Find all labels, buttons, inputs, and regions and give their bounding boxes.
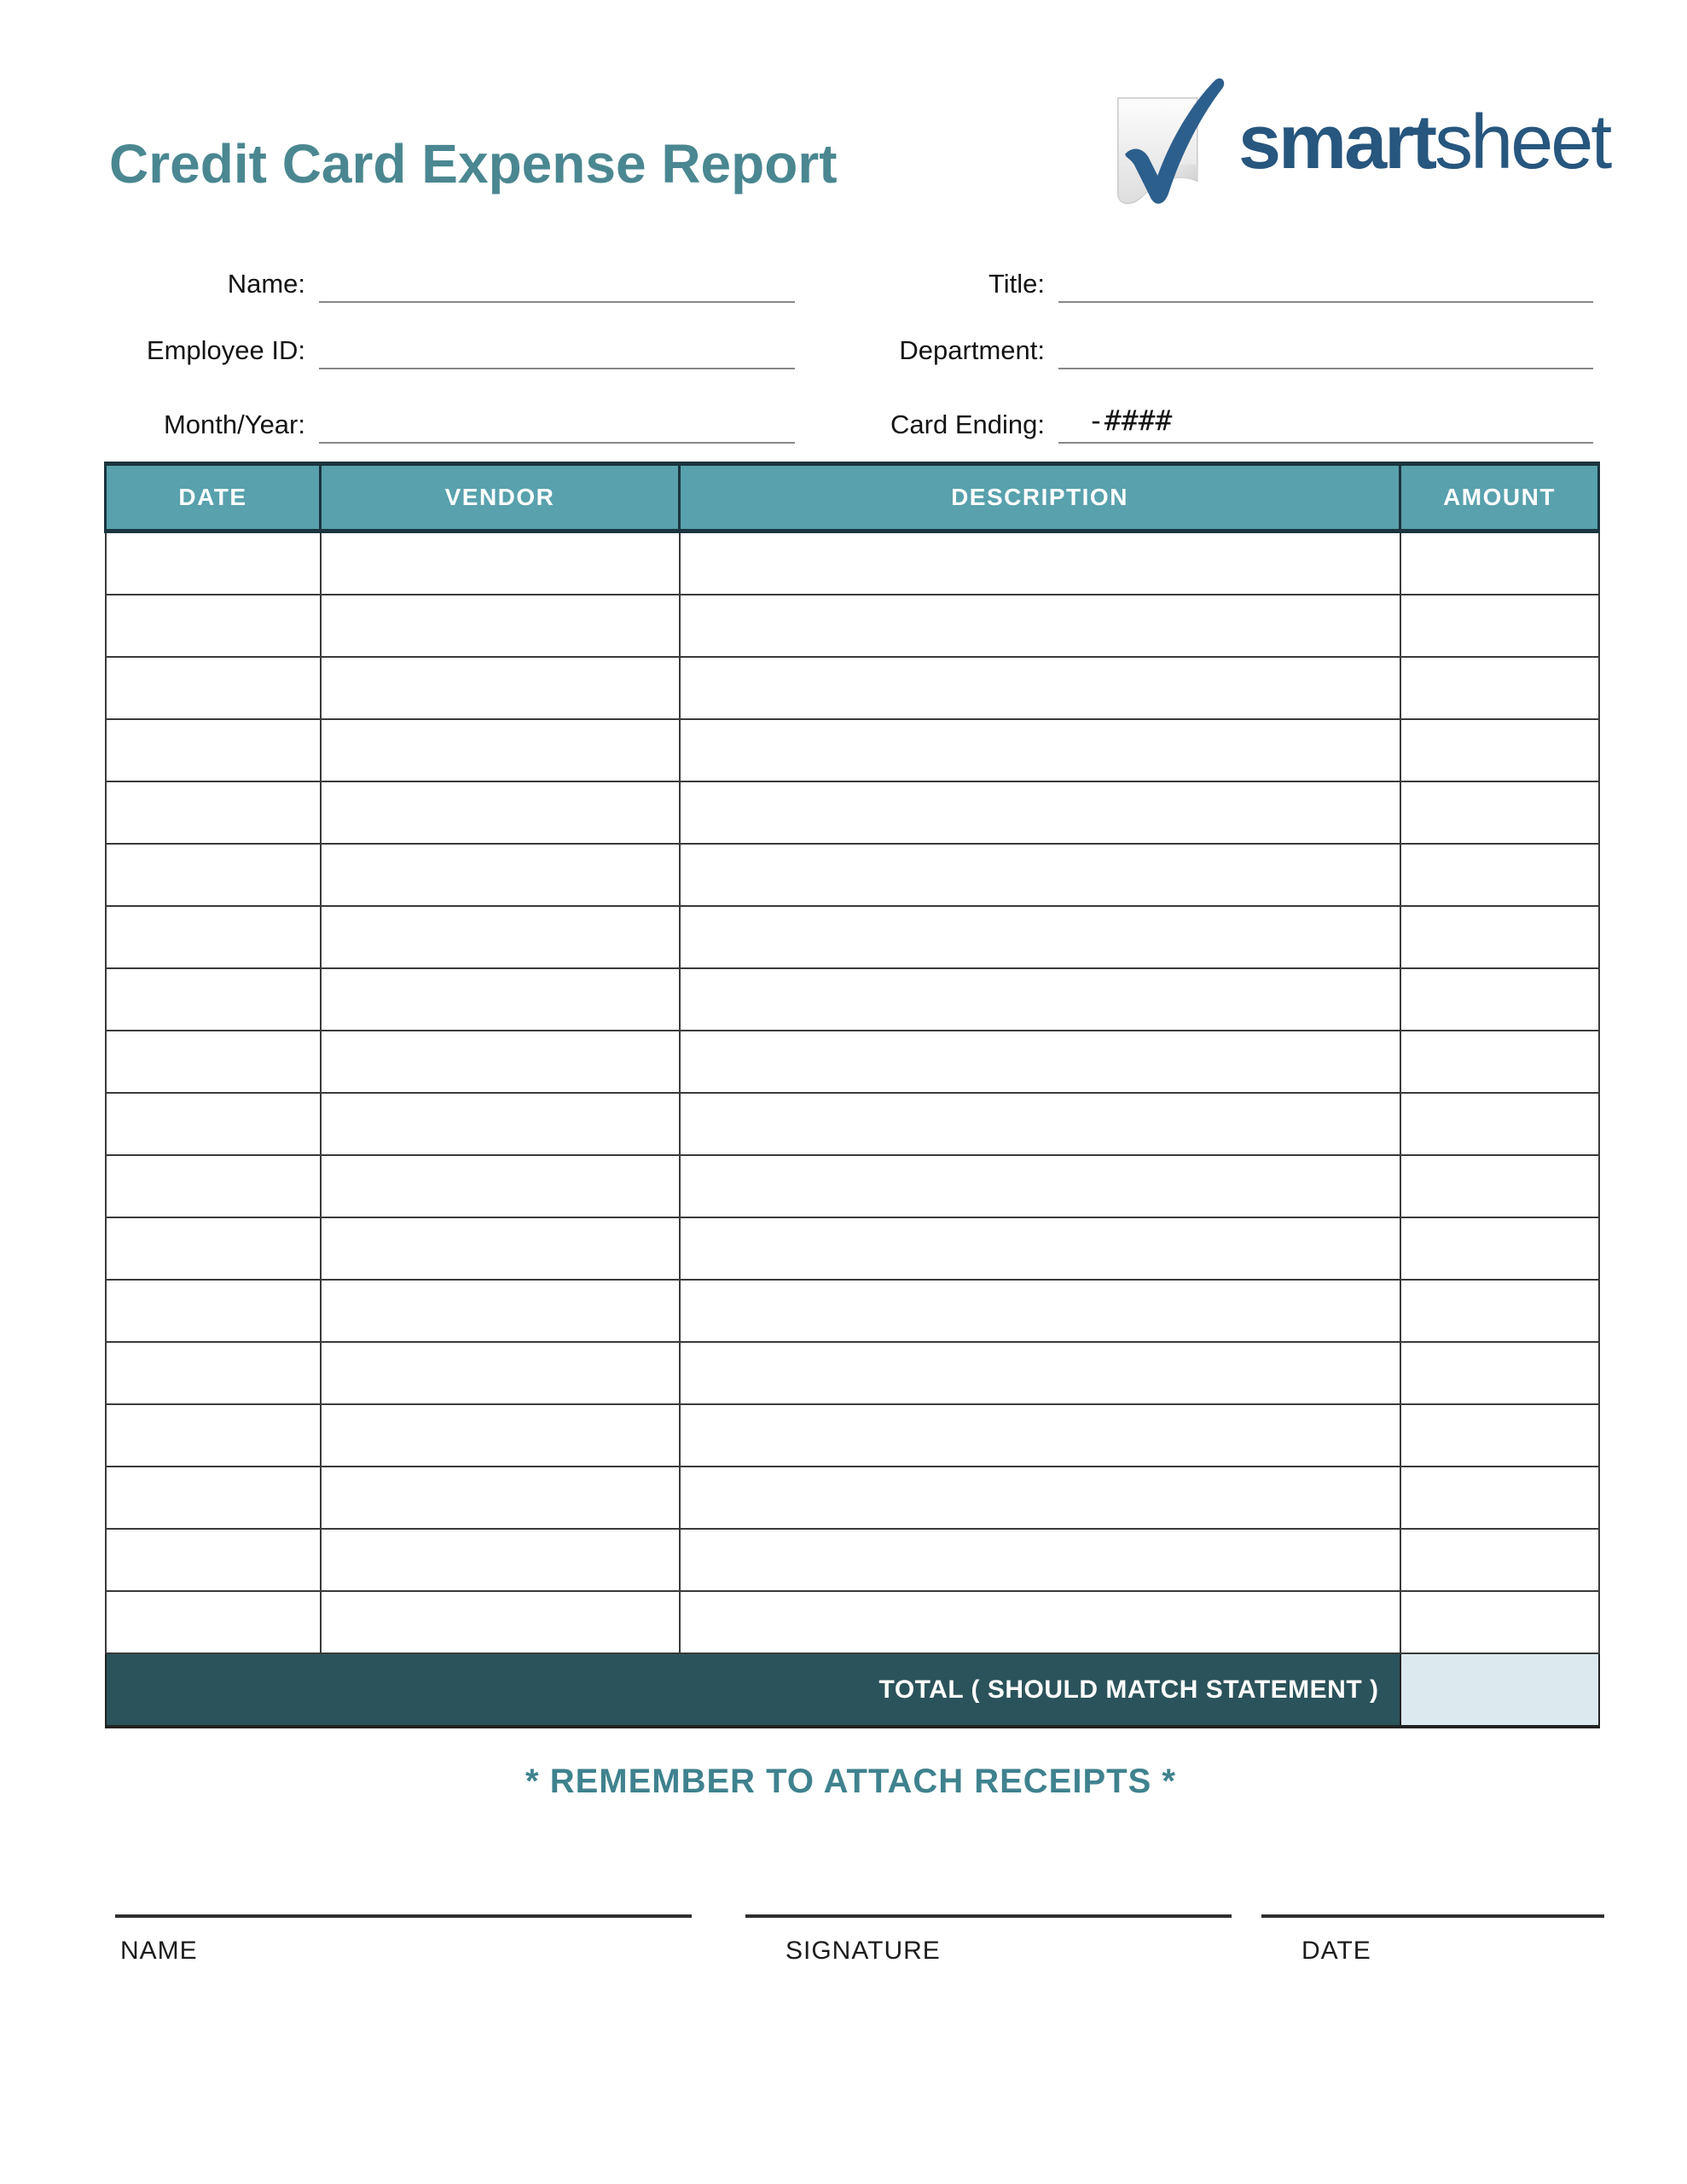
table-cell-vendor[interactable] <box>321 1155 680 1217</box>
table-cell-vendor[interactable] <box>321 1280 680 1342</box>
table-cell-date[interactable] <box>106 781 321 844</box>
table-cell-vendor[interactable] <box>321 1217 680 1280</box>
month-year-label: Month/Year: <box>163 410 305 439</box>
table-row <box>106 906 1599 968</box>
table-cell-description[interactable] <box>680 1155 1400 1217</box>
table-cell-description[interactable] <box>680 531 1400 595</box>
table-cell-date[interactable] <box>106 531 321 595</box>
smartsheet-logo <box>1105 73 1609 220</box>
employee-id-input[interactable] <box>319 318 795 369</box>
table-cell-vendor[interactable] <box>321 531 680 595</box>
title-label: Title: <box>988 269 1045 299</box>
table-cell-date[interactable] <box>106 906 321 968</box>
table-row <box>106 844 1599 906</box>
table-cell-vendor[interactable] <box>321 657 680 719</box>
signature-date-label: DATE <box>1301 1937 1371 1965</box>
table-row <box>106 1342 1599 1404</box>
signature-signature-line[interactable] <box>745 1914 1232 1966</box>
table-cell-date[interactable] <box>106 1093 321 1155</box>
table-cell-date[interactable] <box>106 1155 321 1217</box>
table-cell-description[interactable] <box>680 1591 1400 1653</box>
field-employee-id <box>85 318 795 369</box>
table-cell-amount[interactable] <box>1400 1031 1599 1093</box>
table-cell-vendor[interactable] <box>321 1591 680 1653</box>
table-cell-date[interactable] <box>106 1467 321 1529</box>
table-cell-description[interactable] <box>680 1342 1400 1404</box>
table-cell-amount[interactable] <box>1400 844 1599 906</box>
table-row <box>106 719 1599 781</box>
attach-receipts-note: * REMEMBER TO ATTACH RECEIPTS * <box>525 1763 1176 1800</box>
employee-id-label: Employee ID: <box>146 335 305 365</box>
table-cell-date[interactable] <box>106 719 321 781</box>
table-cell-vendor[interactable] <box>321 1529 680 1591</box>
name-label: Name: <box>227 269 305 299</box>
table-cell-description[interactable] <box>680 1031 1400 1093</box>
table-row <box>106 1031 1599 1093</box>
page-title: Credit Card Expense Report <box>109 133 838 195</box>
table-cell-description[interactable] <box>680 906 1400 968</box>
table-cell-vendor[interactable] <box>321 1342 680 1404</box>
field-title <box>820 252 1593 303</box>
table-cell-date[interactable] <box>106 968 321 1031</box>
table-cell-description[interactable] <box>680 1467 1400 1529</box>
table-cell-vendor[interactable] <box>321 1404 680 1467</box>
table-cell-description[interactable] <box>680 1529 1400 1591</box>
table-cell-amount[interactable] <box>1400 906 1599 968</box>
table-row <box>106 1155 1599 1217</box>
table-cell-description[interactable] <box>680 781 1400 844</box>
table-cell-amount[interactable] <box>1400 1093 1599 1155</box>
table-cell-date[interactable] <box>106 1031 321 1093</box>
table-cell-amount[interactable] <box>1400 531 1599 595</box>
table-cell-amount[interactable] <box>1400 719 1599 781</box>
field-name <box>85 252 795 303</box>
table-cell-amount[interactable] <box>1400 595 1599 657</box>
month-year-input[interactable] <box>319 392 795 444</box>
table-row <box>106 1280 1599 1342</box>
table-cell-description[interactable] <box>680 657 1400 719</box>
table-cell-vendor[interactable] <box>321 1031 680 1093</box>
total-row <box>106 1653 1599 1727</box>
table-row <box>106 1591 1599 1653</box>
expense-table <box>104 462 1600 1728</box>
department-input[interactable] <box>1058 318 1593 369</box>
table-cell-description[interactable] <box>680 1404 1400 1467</box>
table-cell-vendor[interactable] <box>321 968 680 1031</box>
table-row <box>106 531 1599 595</box>
signature-name-label: NAME <box>120 1937 198 1965</box>
total-label: TOTAL ( SHOULD MATCH STATEMENT ) <box>106 1653 1400 1727</box>
table-cell-description[interactable] <box>680 719 1400 781</box>
table-cell-amount[interactable] <box>1400 1155 1599 1217</box>
table-cell-vendor[interactable] <box>321 595 680 657</box>
table-cell-description[interactable] <box>680 968 1400 1031</box>
table-cell-vendor[interactable] <box>321 844 680 906</box>
field-month-year <box>85 392 795 444</box>
table-row <box>106 1529 1599 1591</box>
table-cell-description[interactable] <box>680 1093 1400 1155</box>
table-header-row <box>106 464 1599 531</box>
department-label: Department: <box>899 335 1045 365</box>
table-cell-amount[interactable] <box>1400 1591 1599 1653</box>
table-cell-vendor[interactable] <box>321 1093 680 1155</box>
signature-name-line[interactable] <box>115 1914 692 1966</box>
table-cell-amount[interactable] <box>1400 1217 1599 1280</box>
table-cell-vendor[interactable] <box>321 781 680 844</box>
wordmark-bold: smart <box>1238 100 1435 185</box>
table-cell-date[interactable] <box>106 657 321 719</box>
table-cell-date[interactable] <box>106 1342 321 1404</box>
table-cell-date[interactable] <box>106 1280 321 1342</box>
table-cell-date[interactable] <box>106 844 321 906</box>
table-row <box>106 1404 1599 1467</box>
table-cell-date[interactable] <box>106 595 321 657</box>
table-cell-amount[interactable] <box>1400 1342 1599 1404</box>
table-cell-description[interactable] <box>680 595 1400 657</box>
table-row <box>106 968 1599 1031</box>
table-row <box>106 657 1599 719</box>
table-row <box>106 1217 1599 1280</box>
title-input[interactable] <box>1058 252 1593 303</box>
table-cell-date[interactable] <box>106 1404 321 1467</box>
table-row <box>106 781 1599 844</box>
table-cell-amount[interactable] <box>1400 657 1599 719</box>
table-cell-amount[interactable] <box>1400 1529 1599 1591</box>
column-header-description: DESCRIPTION <box>680 464 1400 531</box>
smartsheet-checkmark-icon <box>1105 73 1232 220</box>
field-department <box>820 318 1593 369</box>
table-cell-date[interactable] <box>106 1217 321 1280</box>
table-row <box>106 1093 1599 1155</box>
table-cell-vendor[interactable] <box>321 719 680 781</box>
column-header-date: DATE <box>106 464 321 531</box>
table-row <box>106 1467 1599 1529</box>
total-amount-cell[interactable] <box>1400 1653 1599 1727</box>
expense-table-body <box>106 531 1599 1654</box>
table-cell-vendor[interactable] <box>321 1467 680 1529</box>
signature-date-line[interactable] <box>1261 1914 1604 1966</box>
column-header-amount: AMOUNT <box>1400 464 1599 531</box>
wordmark-light: sheet <box>1435 100 1610 185</box>
table-cell-amount[interactable] <box>1400 968 1599 1031</box>
table-cell-description[interactable] <box>680 1280 1400 1342</box>
table-cell-description[interactable] <box>680 844 1400 906</box>
signature-signature-label: SIGNATURE <box>786 1937 941 1965</box>
table-cell-amount[interactable] <box>1400 781 1599 844</box>
card-ending-label: Card Ending: <box>890 410 1045 439</box>
card-ending-hint: -#### <box>1087 404 1173 437</box>
smartsheet-wordmark <box>1238 99 1609 187</box>
card-ending-input[interactable] <box>1058 392 1593 444</box>
table-cell-date[interactable] <box>106 1529 321 1591</box>
table-cell-vendor[interactable] <box>321 906 680 968</box>
table-cell-date[interactable] <box>106 1591 321 1653</box>
table-row <box>106 595 1599 657</box>
field-card-ending <box>820 392 1593 444</box>
table-cell-amount[interactable] <box>1400 1280 1599 1342</box>
name-input[interactable] <box>319 252 795 303</box>
table-cell-amount[interactable] <box>1400 1467 1599 1529</box>
table-cell-amount[interactable] <box>1400 1404 1599 1467</box>
table-cell-description[interactable] <box>680 1217 1400 1280</box>
column-header-vendor: VENDOR <box>321 464 680 531</box>
